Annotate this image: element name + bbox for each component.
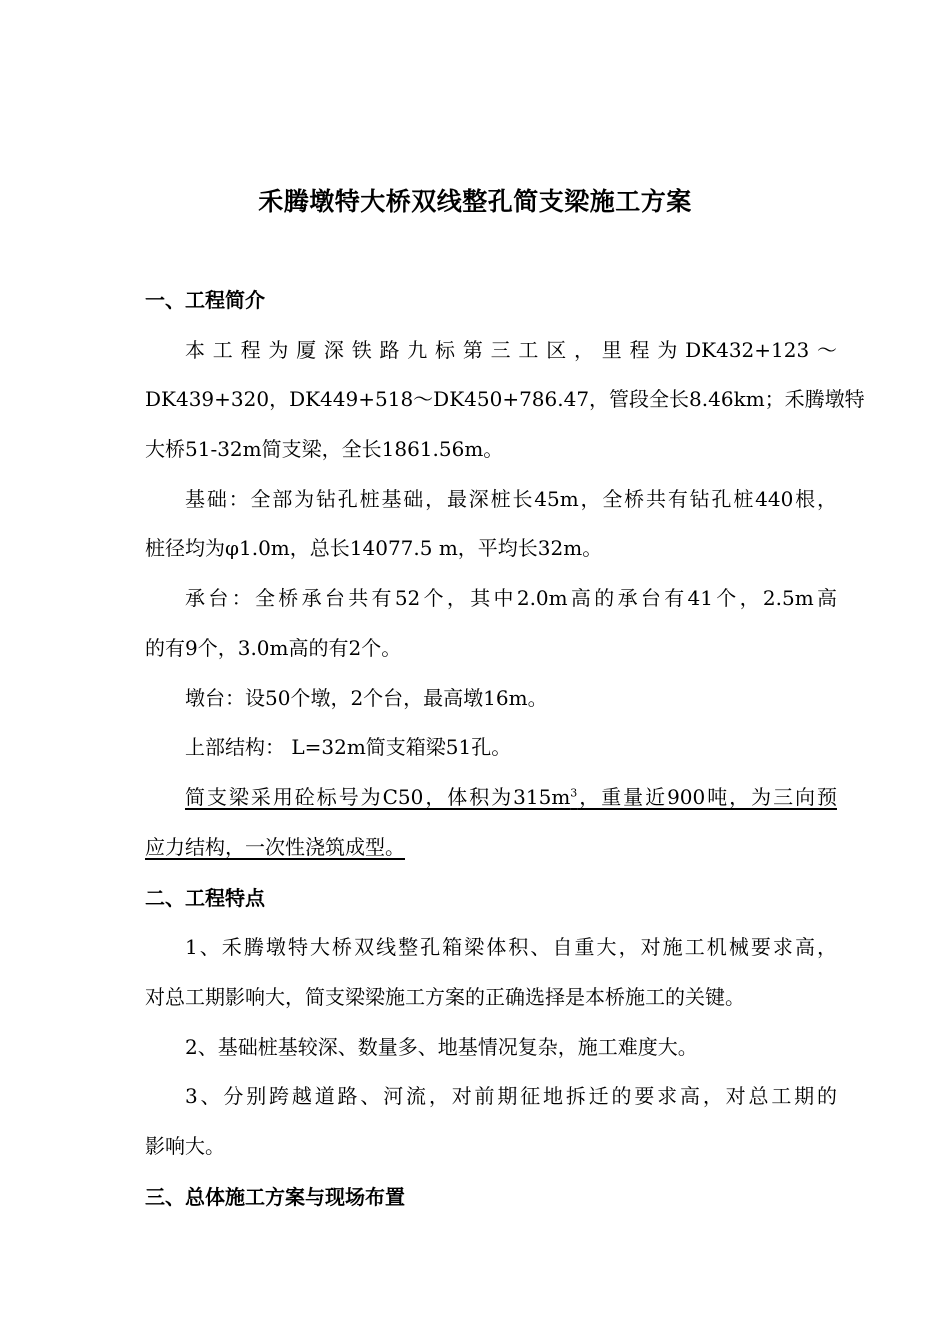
section-heading-overview: 一、工程简介 [145,288,265,312]
box-girder-paragraph-line-2: 应力结构，一次性浇筑成型。 [145,835,405,859]
pier-abutment-paragraph: 墩台：设50个墩，2个台，最高墩16m。 [185,686,548,710]
section-heading-construction-plan: 三、总体施工方案与现场布置 [145,1185,405,1209]
feature-item-1-line-2: 对总工期影响大，简支梁梁施工方案的正确选择是本桥施工的关键。 [145,985,745,1009]
feature-item-3-line-2: 影响大。 [145,1134,225,1158]
box-girder-text-a: 简支梁采用砼标号为C50，体积为315m [185,785,571,809]
overview-paragraph-line-1: 本工程为厦深铁路九标第三工区，里程为DK432+123～ [185,338,837,362]
section-heading-features: 二、工程特点 [145,886,265,910]
feature-item-3-line-1: 3、分别跨越道路、河流，对前期征地拆迁的要求高，对总工期的 [185,1084,837,1108]
pile-cap-paragraph-line-1: 承台：全桥承台共有52个，其中2.0m高的承台有41个，2.5m高 [185,586,837,610]
cubic-superscript: 3 [570,786,578,800]
box-girder-text-b: ，重量近900吨，为三向预 [577,785,837,809]
document-title: 禾腾墩特大桥双线整孔简支梁施工方案 [258,187,692,216]
foundation-paragraph-line-2: 桩径均为φ1.0m，总长14077.5 m，平均长32m。 [145,536,603,560]
overview-paragraph-line-2: DK439+320，DK449+518～DK450+786.47，管段全长8.46km；禾腾墩特 [145,387,865,411]
feature-item-2: 2、基础桩基较深、数量多、地基情况复杂，施工难度大。 [185,1035,698,1059]
foundation-paragraph-line-1: 基础：全部为钻孔桩基础，最深桩长45m，全桥共有钻孔桩440根， [185,487,837,511]
overview-paragraph-line-3: 大桥51-32m简支梁，全长1861.56m。 [145,437,504,461]
pile-cap-paragraph-line-2: 的有9个，3.0m高的有2个。 [145,636,402,660]
feature-item-1-line-1: 1、禾腾墩特大桥双线整孔箱梁体积、自重大，对施工机械要求高， [185,935,837,959]
superstructure-paragraph: 上部结构： L=32m简支箱梁51孔。 [185,735,512,759]
box-girder-paragraph-line-1 [185,781,837,813]
